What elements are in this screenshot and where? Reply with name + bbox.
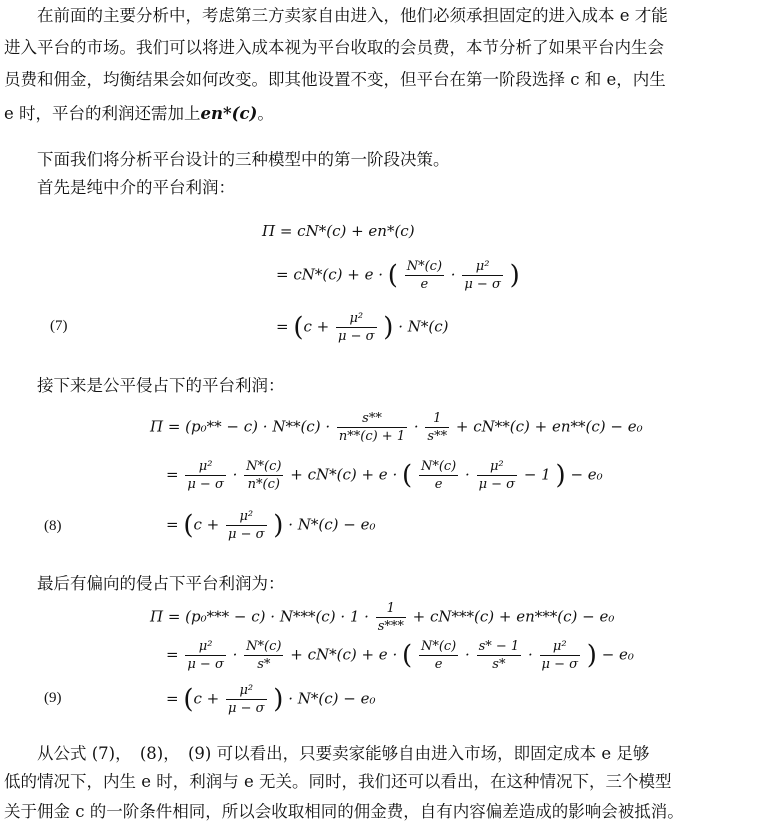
eq8-frac-4: $\frac{N*(c)}{n*(c)}$: [246, 459, 282, 492]
eq8-frac-2: $\frac{1}{s**}$: [427, 411, 448, 444]
lead-text-1: 下面我们将分析平台设计的三种模型中的第一阶段决策。: [4, 150, 450, 169]
eq9-frac-3: $\frac{N*(c)}{s*}$: [246, 639, 282, 672]
intro-line-4-suffix: 。: [257, 104, 274, 123]
intro-line-1: 在前面的主要分析中，考虑第三方卖家自由进入，他们必须承担固定的进入成本 e 才能: [4, 6, 668, 25]
conclusion-line-2: 低的情况下，内生 e 时，利润与 e 无关。同时，我们还可以看出，在这种情况下，三个模型: [4, 772, 672, 791]
intro-line-2: 进入平台的市场。我们可以将进入成本视为平台收取的会员费，本节分析了如果平台内生会: [4, 38, 664, 57]
eq7-frac-2: $\frac{\text{μ²}}{\mu - \sigma}$: [464, 259, 501, 292]
eq8-line-3: = (c + $\frac{\text{μ²}}{\mu - \sigma}$ ) · N*(c) − e₀: [166, 509, 376, 542]
eq7-line-3: = (c + $\frac{\text{μ²}}{\mu - \sigma}$ ) · N*(c): [276, 311, 449, 344]
eq9-frac-6: $\frac{\text{μ²}}{\mu - \sigma}$: [541, 639, 578, 672]
eq8-frac-3: $\frac{\text{μ²}}{\mu - \sigma}$: [187, 459, 224, 492]
eq9-frac-1: $\frac{1}{s***}$: [377, 601, 404, 634]
eq9-line-2: = $\frac{\text{μ²}}{\mu - \sigma}$ · $\frac{N*(c)}{s*}$ + cN*(c) + e · ( $\frac{N*(c)}{e}$ · $\frac{s* - 1}{s*}$ · $\frac{\text{μ²}}{\mu - \sigma}$ ) − e₀: [166, 639, 634, 672]
eq7-frac-3: $\frac{\text{μ²}}{\mu - \sigma}$: [338, 311, 375, 344]
eq7-l2-lead: = cN*(c) + e ·: [276, 265, 383, 284]
eq7-line-1: Π = cN*(c) + en*(c): [262, 222, 415, 240]
eq8-line-1: Π = (p₀** − c) · N**(c) · $\frac{s**}{n**(c) + 1}$ · $\frac{1}{s**}$ + cN**(c) + en**(c) − e₀: [150, 411, 643, 444]
eq8-number: (8): [44, 518, 62, 534]
intro-line-4-expr: en*(c): [200, 104, 258, 123]
eq8-frac-7: $\frac{\text{μ²}}{\mu - \sigma}$: [228, 509, 265, 542]
eq8-frac-6: $\frac{\text{μ²}}{\mu - \sigma}$: [478, 459, 516, 492]
eq7-frac-1: $\frac{N*(c)}{e}$: [406, 259, 443, 292]
eq7-number: (7): [50, 318, 68, 334]
eq7-line-2: = cN*(c) + e · ( $\frac{N*(c)}{e}$ · $\frac{\text{μ²}}{\mu - \sigma}$ ): [276, 259, 520, 292]
eq9-number: (9): [44, 690, 62, 706]
eq9-line-1: Π = (p₀*** − c) · N***(c) · 1 · $\frac{1}{s***}$ + cN***(c) + en***(c) − e₀: [150, 601, 615, 634]
eq9-frac-4: $\frac{N*(c)}{e}$: [420, 639, 457, 672]
lead-text-3: 接下来是公平侵占下的平台利润：: [4, 376, 285, 395]
intro-line-4: [4, 100, 274, 124]
eq8-frac-1: $\frac{s**}{n**(c) + 1}$: [338, 411, 406, 444]
conclusion-line-1: 从公式 (7)， (8)， (9) 可以看出，只要卖家能够自由进入市场，即固定成本 e 足够: [4, 744, 650, 763]
eq8-frac-5: $\frac{N*(c)}{e}$: [420, 459, 457, 492]
eq9-frac-2: $\frac{\text{μ²}}{\mu - \sigma}$: [187, 639, 224, 672]
conclusion-line-3: 关于佣金 c 的一阶条件相同，所以会收取相同的佣金费，自有内容偏差造成的影响会被抵消。: [4, 802, 684, 821]
eq9-frac-5: $\frac{s* - 1}{s*}$: [478, 639, 520, 672]
lead-text-2: 首先是纯中介的平台利润：: [4, 178, 235, 197]
eq9-frac-7: $\frac{\text{μ²}}{\mu - \sigma}$: [228, 683, 265, 716]
lead-text-4: 最后有偏向的侵占下平台利润为：: [4, 574, 285, 593]
eq9-line-3: = (c + $\frac{\text{μ²}}{\mu - \sigma}$ ) · N*(c) − e₀: [166, 683, 376, 716]
eq8-line-2: = $\frac{\text{μ²}}{\mu - \sigma}$ · $\frac{N*(c)}{n*(c)}$ + cN*(c) + e · ( $\frac{N*(c)}{e}$ · $\frac{\text{μ²}}{\mu - \sigma}$ − 1 ) − e₀: [166, 459, 603, 492]
intro-line-3: 员费和佣金，均衡结果会如何改变。即其他设置不变，但平台在第一阶段选择 c 和 e，内生: [4, 70, 666, 89]
intro-line-4-prefix: e 时，平台的利润还需加上: [4, 104, 201, 123]
